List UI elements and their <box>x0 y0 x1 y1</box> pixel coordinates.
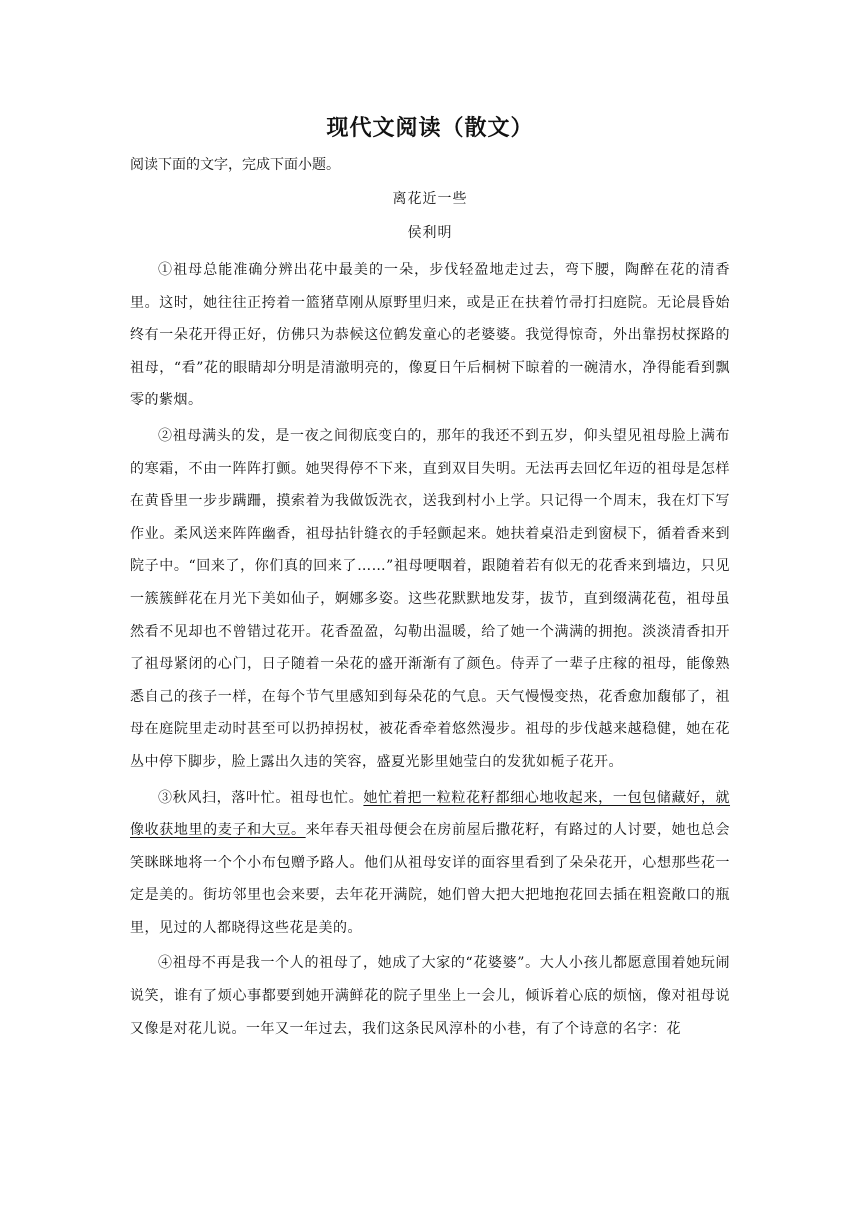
paragraph-3-rest: 来年春天祖母便会在房前屋后撒花籽，有路过的人讨要，她也总会笑眯眯地将一个个小布包赠予路人。他们从祖母安详的面容里看到了朵朵花开，心想那些花一定是美的。街坊邻里也会来要，去年花开满院，她们曾大把大把地抱花回去插在粗瓷敞口的瓶里，见过的人都晓得这些花是美的。 <box>130 822 731 936</box>
reading-instruction: 阅读下面的文字，完成下面小题。 <box>130 157 340 173</box>
essay-body <box>130 254 730 1045</box>
paragraph-1: ①祖母总能准确分辨出花中最美的一朵，步伐轻盈地走过去，弯下腰，陶醉在花的清香里。这时，她往往正挎着一篮猪草刚从原野里归来，或是正在扶着竹帚打扫庭院。无论晨昏始终有一朵花开得正好，仿佛只为恭候这位鹤发童心的老婆婆。我觉得惊奇，外出靠拐杖探路的祖母，“看”花的眼睛却分明是清澈明亮的，像夏日午后桐树下晾着的一碗清水，净得能看到飘零的紫烟。 <box>130 262 730 409</box>
essay-author: 侯利明 <box>407 225 453 241</box>
paragraph-3 <box>130 782 730 945</box>
underlined-sentence: 她忙着把一粒粒花籽都细心地收起来，一包包储藏好，就像收获地里的麦子和大豆。 <box>130 789 731 839</box>
paragraph-2: ②祖母满头的发，是一夜之间彻底变白的，那年的我还不到五岁，仰头望见祖母脸上满布的寒霜，不由一阵阵打颤。她哭得停不下来，直到双目失明。无法再去回忆年迈的祖母是怎样在黄昏里一步步蹒跚，摸索着为我做饭洗衣，送我到村小上学。只记得一个周末，我在灯下写作业。柔风送来阵阵幽香，祖母拈针缝衣的手轻颤起来。她扶着桌沿走到窗棂下，循着香来到院子中。“回来了，你们真的回来了……”祖母哽咽着，跟随着若有似无的花香来到墙边，只见一簇簇鲜花在月光下美如仙子，婀娜多姿。这些花默默地发芽，拔节，直到缀满花苞，祖母虽然看不见却也不曾错过花开。花香盈盈，勾勒出温暖，给了她一个满满的拥抱。淡淡清香扣开了祖母紧闭的心门，日子随着一朵花的盛开渐渐有了颜色。侍弄了一辈子庄稼的祖母，能像熟悉自己的孩子一样，在每个节气里感知到每朵花的气息。天气慢慢变热，花香愈加馥郁了，祖母在庭院里走动时甚至可以扔掉拐杖，被花香牵着悠然漫步。祖母的步伐越来越稳健，她在花丛中停下脚步，脸上露出久违的笑容，盛夏光影里她莹白的发犹如栀子花开。 <box>130 427 730 770</box>
essay-title: 离花近一些 <box>392 191 468 207</box>
paragraph-4: ④祖母不再是我一个人的祖母了，她成了大家的“花婆婆”。大人小孩儿都愿意围着她玩闹说笑，谁有了烦心事都要到她开满鲜花的院子里坐上一会儿，倾诉着心底的烦恼，像对祖母说又像是对花儿说。一年又一年过去，我们这条民风淳朴的小巷，有了个诗意的名字：花 <box>130 955 730 1037</box>
page-title: 现代文阅读（散文） <box>326 115 534 141</box>
paragraph-3-start: ③秋风扫，落叶忙。祖母也忙。 <box>158 789 364 806</box>
